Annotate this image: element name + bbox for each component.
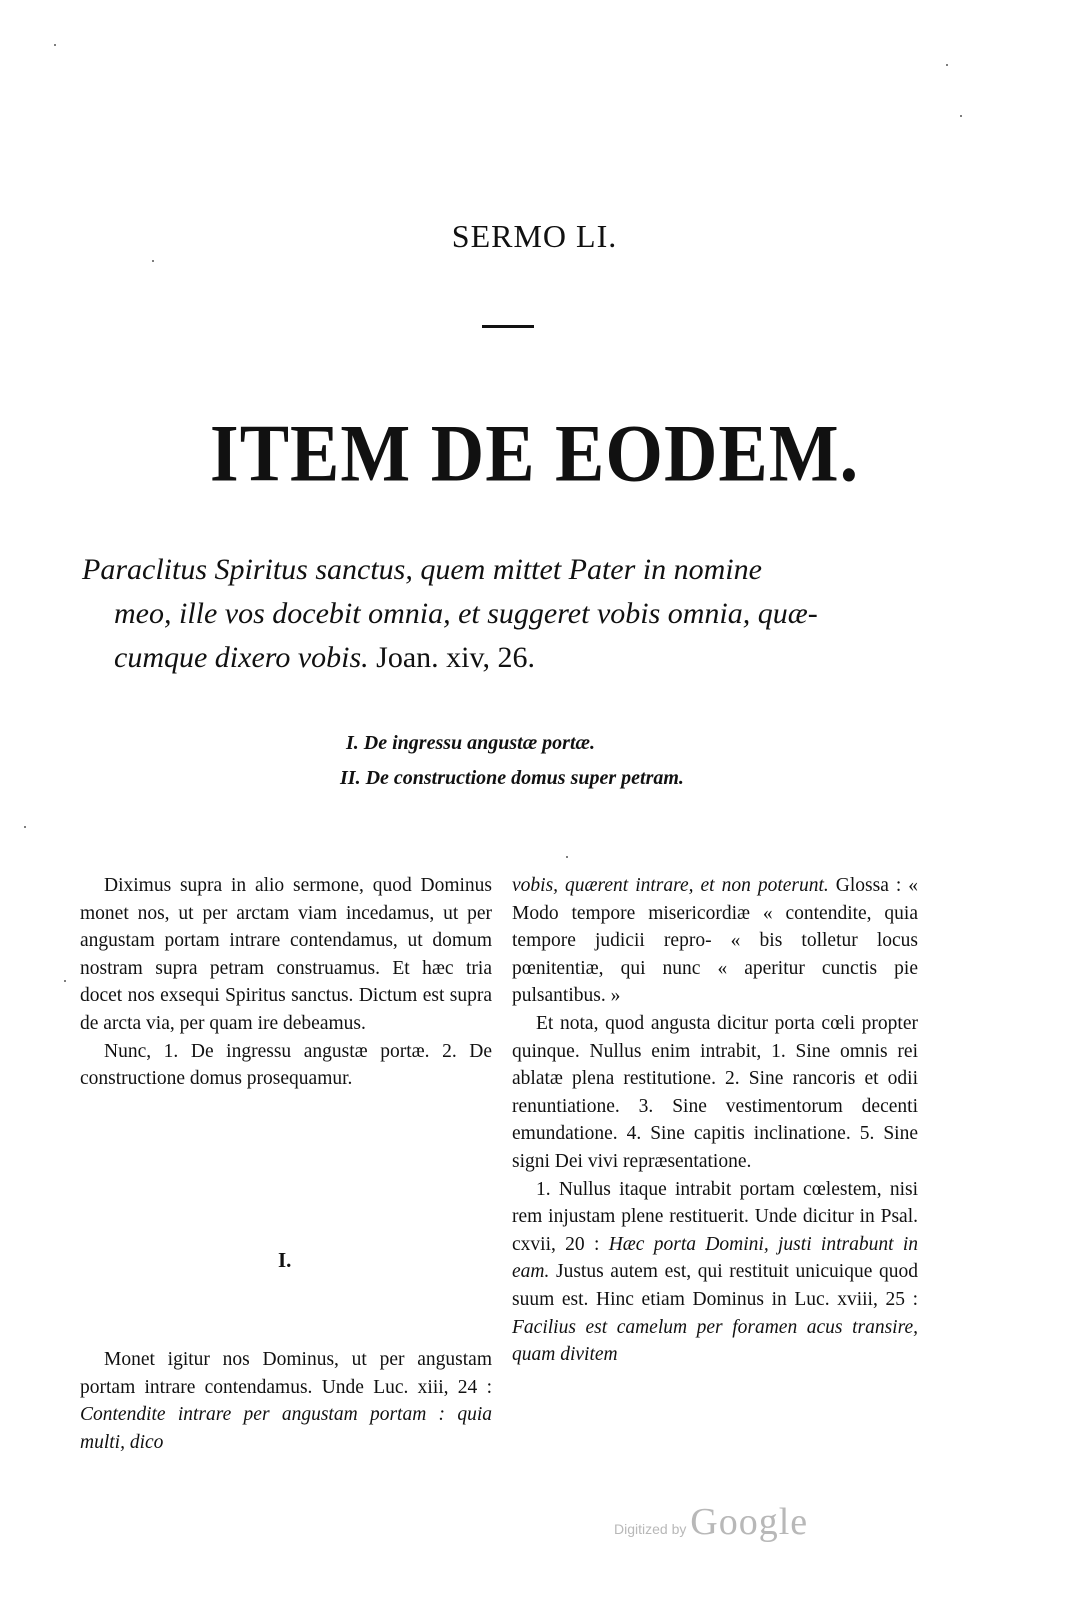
left-column-intro xyxy=(80,872,492,1093)
digitization-watermark: Digitized by Google xyxy=(614,1501,809,1543)
paragraph: vobis, quærent intrare, et non poterunt. Glossa : « Modo tempore misericordiæ « contendite, quia tempore judicii repro- « bis tolletur locus pœnitentiæ, qui nunc « aperitur cunctis pie pulsantibus. » xyxy=(512,875,919,1007)
paragraph: Diximus supra in alio sermone, quod Dominus monet nos, ut per arctam viam incedamus, ut per angustam portam intrare contendamus, ut domum nostram supra petram construamus. Et hæc tria docet nos exsequi Spiritus sanctus. Dictum est supra de arcta via, per quam ire debeamus. xyxy=(80,875,492,1034)
scan-speck xyxy=(960,115,962,117)
sermon-number: SERMO LI. xyxy=(451,218,618,254)
scan-speck xyxy=(64,980,66,982)
left-column-section xyxy=(80,1346,492,1456)
paragraph: 1. Nullus itaque intrabit portam cœlestem, nisi rem injustam plene restituerit. Unde dicitur in Psal. cxvii, 20 : Hæc porta Domini, justi intrabunt in eam. Justus autem est, qui restituit unicuique quod suum est. Hinc etiam Dominus in Luc. xviii, 25 : Facilius est camelum per foramen acus transire, quam divitem xyxy=(512,1178,918,1366)
paragraph: Nunc, 1. De ingressu angustæ portæ. 2. De constructione domus prosequamur. xyxy=(80,1040,492,1090)
paragraph: Monet igitur nos Dominus, ut per angustam portam intrare contendamus. Unde Luc. xiii, 24 : Contendite intrare per angustam portam : quia multi, dico xyxy=(80,1349,492,1453)
sermon-title: ITEM DE EODEM. xyxy=(209,408,860,500)
scripture-reference: Joan. xiv, 26. xyxy=(368,641,536,674)
sermon-outline xyxy=(340,726,800,796)
section-heading: I. xyxy=(278,1248,292,1272)
scan-speck xyxy=(946,64,948,66)
epigraph-line-2: meo, ille vos docebit omnia, et suggeret vobis omnia, quæ- xyxy=(114,597,818,630)
outline-item-1: I. De ingressu angustæ portæ. xyxy=(346,732,595,754)
right-column xyxy=(512,872,918,1369)
epigraph xyxy=(82,548,944,680)
title-divider xyxy=(482,325,534,328)
scan-speck xyxy=(24,826,26,828)
scan-speck xyxy=(152,260,154,262)
outline-item-2: II. De constructione domus super petram. xyxy=(340,767,684,789)
google-logo: Google xyxy=(690,1501,809,1543)
epigraph-line-1: Paraclitus Spiritus sanctus, quem mittet Pater in nomine xyxy=(82,553,762,586)
paragraph: Et nota, quod angusta dicitur porta cœli propter quinque. Nullus enim intrabit, 1. Sine omnis rei ablatæ plena restitutione. 2. Sine rancoris et odii renuntiatione. 3. Sine vestimentorum decenti emundatione. 4. Sine capitis inclinatione. 5. Sine signi Dei vivi repræsentatione. xyxy=(512,1012,918,1172)
scan-speck xyxy=(54,44,56,46)
epigraph-line-3: cumque dixero vobis. Joan. xiv, 26. xyxy=(114,641,536,674)
scan-speck xyxy=(566,856,568,858)
